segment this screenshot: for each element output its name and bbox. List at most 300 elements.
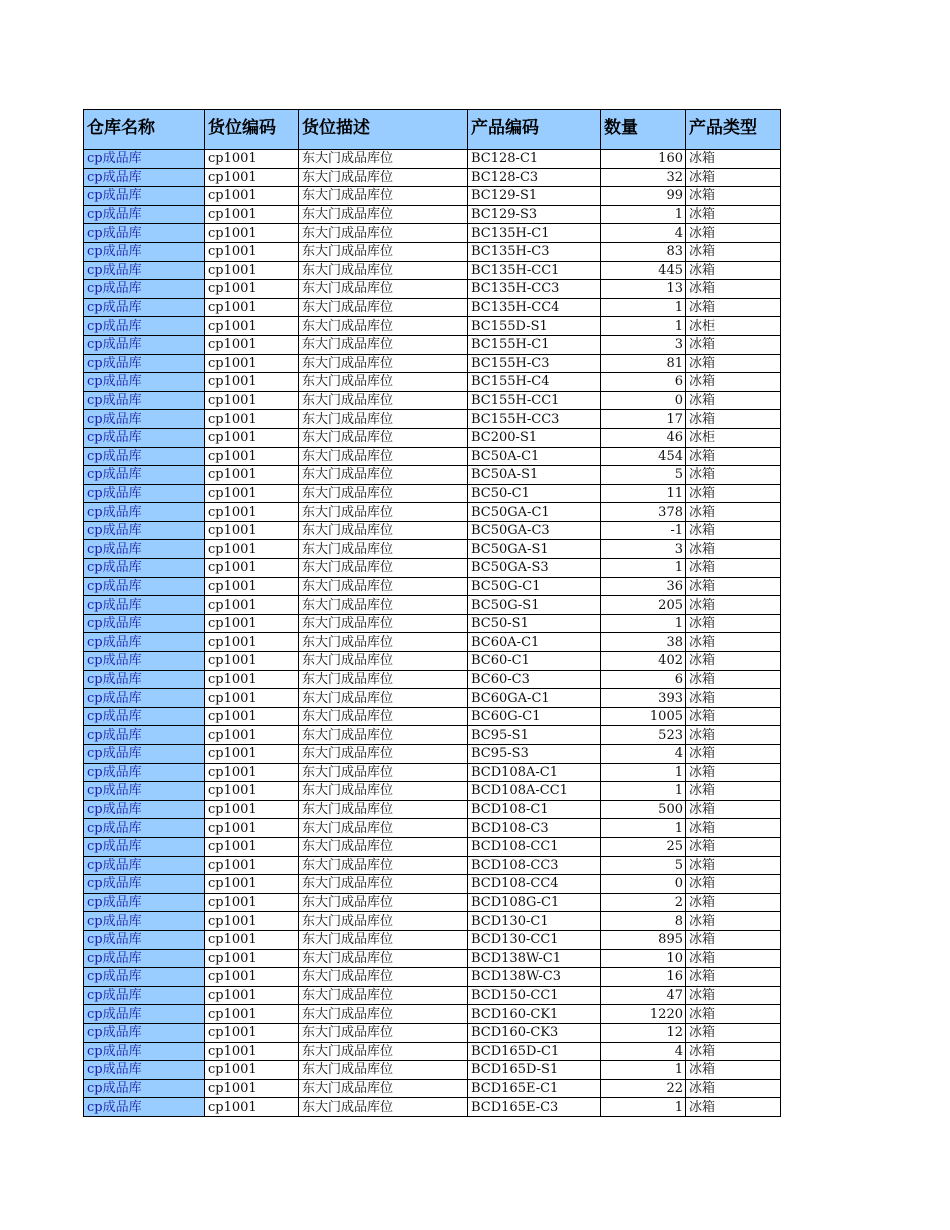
product-code-cell[interactable]: BC155H-CC3 <box>468 410 601 429</box>
location-code-cell[interactable]: cp1001 <box>205 745 299 764</box>
product-type-cell[interactable]: 冰柜 <box>686 317 781 336</box>
product-code-cell[interactable]: BC50G-C1 <box>468 577 601 596</box>
location-description-cell[interactable]: 东大门成品库位 <box>299 466 468 485</box>
location-code-cell[interactable]: cp1001 <box>205 670 299 689</box>
location-code-cell[interactable]: cp1001 <box>205 335 299 354</box>
product-code-cell[interactable]: BCD108-CC4 <box>468 875 601 894</box>
warehouse-name-cell[interactable]: cp成品库 <box>84 280 205 299</box>
warehouse-name-cell[interactable]: cp成品库 <box>84 837 205 856</box>
product-type-cell[interactable]: 冰箱 <box>686 930 781 949</box>
product-code-cell[interactable]: BCD108A-C1 <box>468 763 601 782</box>
location-code-cell[interactable]: cp1001 <box>205 1005 299 1024</box>
product-code-cell[interactable]: BCD108-CC1 <box>468 837 601 856</box>
warehouse-name-cell[interactable]: cp成品库 <box>84 410 205 429</box>
quantity-cell[interactable]: 11 <box>601 484 686 503</box>
quantity-cell[interactable]: 12 <box>601 1023 686 1042</box>
product-type-cell[interactable]: 冰箱 <box>686 298 781 317</box>
quantity-cell[interactable]: 4 <box>601 1042 686 1061</box>
warehouse-name-cell[interactable]: cp成品库 <box>84 968 205 987</box>
warehouse-name-cell[interactable]: cp成品库 <box>84 930 205 949</box>
product-type-cell[interactable]: 冰箱 <box>686 280 781 299</box>
location-description-cell[interactable]: 东大门成品库位 <box>299 893 468 912</box>
product-code-cell[interactable]: BCD138W-C3 <box>468 968 601 987</box>
product-code-cell[interactable]: BC135H-CC3 <box>468 280 601 299</box>
location-description-cell[interactable]: 东大门成品库位 <box>299 354 468 373</box>
product-type-cell[interactable]: 冰箱 <box>686 484 781 503</box>
product-code-cell[interactable]: BC50G-S1 <box>468 596 601 615</box>
quantity-cell[interactable]: 4 <box>601 224 686 243</box>
product-code-cell[interactable]: BC155D-S1 <box>468 317 601 336</box>
location-description-cell[interactable]: 东大门成品库位 <box>299 837 468 856</box>
location-code-cell[interactable]: cp1001 <box>205 187 299 206</box>
location-description-cell[interactable]: 东大门成品库位 <box>299 968 468 987</box>
product-code-cell[interactable]: BCD165E-C1 <box>468 1079 601 1098</box>
warehouse-name-cell[interactable]: cp成品库 <box>84 242 205 261</box>
quantity-cell[interactable]: 38 <box>601 633 686 652</box>
location-description-cell[interactable]: 东大门成品库位 <box>299 187 468 206</box>
location-code-cell[interactable]: cp1001 <box>205 949 299 968</box>
product-code-cell[interactable]: BCD108A-CC1 <box>468 782 601 801</box>
warehouse-name-cell[interactable]: cp成品库 <box>84 1079 205 1098</box>
warehouse-name-cell[interactable]: cp成品库 <box>84 949 205 968</box>
warehouse-name-cell[interactable]: cp成品库 <box>84 596 205 615</box>
product-code-cell[interactable]: BC50GA-S3 <box>468 559 601 578</box>
warehouse-name-cell[interactable]: cp成品库 <box>84 986 205 1005</box>
location-description-cell[interactable]: 东大门成品库位 <box>299 670 468 689</box>
location-code-cell[interactable]: cp1001 <box>205 150 299 169</box>
location-code-cell[interactable]: cp1001 <box>205 614 299 633</box>
product-type-cell[interactable]: 冰箱 <box>686 670 781 689</box>
quantity-cell[interactable]: 1 <box>601 614 686 633</box>
quantity-cell[interactable]: 6 <box>601 373 686 392</box>
location-description-cell[interactable]: 东大门成品库位 <box>299 875 468 894</box>
quantity-cell[interactable]: 36 <box>601 577 686 596</box>
product-code-cell[interactable]: BC155H-C1 <box>468 335 601 354</box>
location-code-cell[interactable]: cp1001 <box>205 410 299 429</box>
product-type-cell[interactable]: 冰箱 <box>686 559 781 578</box>
location-code-cell[interactable]: cp1001 <box>205 317 299 336</box>
location-description-cell[interactable]: 东大门成品库位 <box>299 280 468 299</box>
location-description-cell[interactable]: 东大门成品库位 <box>299 373 468 392</box>
quantity-cell[interactable]: 5 <box>601 856 686 875</box>
product-type-cell[interactable]: 冰箱 <box>686 856 781 875</box>
product-code-cell[interactable]: BC200-S1 <box>468 428 601 447</box>
warehouse-name-cell[interactable]: cp成品库 <box>84 1061 205 1080</box>
product-type-cell[interactable]: 冰箱 <box>686 689 781 708</box>
product-code-cell[interactable]: BCD108-CC3 <box>468 856 601 875</box>
quantity-cell[interactable]: 1 <box>601 819 686 838</box>
product-code-cell[interactable]: BC135H-C1 <box>468 224 601 243</box>
quantity-cell[interactable]: 2 <box>601 893 686 912</box>
warehouse-name-cell[interactable]: cp成品库 <box>84 819 205 838</box>
warehouse-name-cell[interactable]: cp成品库 <box>84 224 205 243</box>
warehouse-name-cell[interactable]: cp成品库 <box>84 1042 205 1061</box>
warehouse-name-cell[interactable]: cp成品库 <box>84 1023 205 1042</box>
product-type-cell[interactable]: 冰箱 <box>686 373 781 392</box>
quantity-cell[interactable]: 402 <box>601 652 686 671</box>
warehouse-name-cell[interactable]: cp成品库 <box>84 912 205 931</box>
product-type-cell[interactable]: 冰箱 <box>686 540 781 559</box>
warehouse-name-cell[interactable]: cp成品库 <box>84 261 205 280</box>
location-code-cell[interactable]: cp1001 <box>205 856 299 875</box>
product-type-cell[interactable]: 冰箱 <box>686 968 781 987</box>
location-description-cell[interactable]: 东大门成品库位 <box>299 1023 468 1042</box>
location-code-cell[interactable]: cp1001 <box>205 652 299 671</box>
warehouse-name-cell[interactable]: cp成品库 <box>84 875 205 894</box>
location-code-cell[interactable]: cp1001 <box>205 1061 299 1080</box>
location-code-cell[interactable]: cp1001 <box>205 893 299 912</box>
quantity-cell[interactable]: 4 <box>601 745 686 764</box>
product-code-cell[interactable]: BC129-S1 <box>468 187 601 206</box>
quantity-cell[interactable]: 1 <box>601 782 686 801</box>
quantity-cell[interactable]: 32 <box>601 168 686 187</box>
location-code-cell[interactable]: cp1001 <box>205 540 299 559</box>
location-code-cell[interactable]: cp1001 <box>205 837 299 856</box>
warehouse-name-cell[interactable]: cp成品库 <box>84 354 205 373</box>
quantity-cell[interactable]: 454 <box>601 447 686 466</box>
location-code-cell[interactable]: cp1001 <box>205 577 299 596</box>
product-code-cell[interactable]: BCD130-CC1 <box>468 930 601 949</box>
quantity-cell[interactable]: 1 <box>601 1098 686 1117</box>
warehouse-name-cell[interactable]: cp成品库 <box>84 205 205 224</box>
product-code-cell[interactable]: BC60G-C1 <box>468 707 601 726</box>
product-type-cell[interactable]: 冰箱 <box>686 1023 781 1042</box>
product-code-cell[interactable]: BC135H-CC4 <box>468 298 601 317</box>
product-type-cell[interactable]: 冰箱 <box>686 577 781 596</box>
location-code-cell[interactable]: cp1001 <box>205 261 299 280</box>
location-description-cell[interactable]: 东大门成品库位 <box>299 428 468 447</box>
product-code-cell[interactable]: BC60GA-C1 <box>468 689 601 708</box>
quantity-cell[interactable]: 523 <box>601 726 686 745</box>
product-type-cell[interactable]: 冰箱 <box>686 447 781 466</box>
quantity-cell[interactable]: 1 <box>601 205 686 224</box>
quantity-cell[interactable]: 46 <box>601 428 686 447</box>
product-code-cell[interactable]: BCD108-C3 <box>468 819 601 838</box>
quantity-cell[interactable]: -1 <box>601 521 686 540</box>
location-description-cell[interactable]: 东大门成品库位 <box>299 763 468 782</box>
product-type-cell[interactable]: 冰箱 <box>686 837 781 856</box>
quantity-cell[interactable]: 1 <box>601 559 686 578</box>
location-description-cell[interactable]: 东大门成品库位 <box>299 1079 468 1098</box>
product-type-cell[interactable]: 冰柜 <box>686 428 781 447</box>
product-code-cell[interactable]: BCD150-CC1 <box>468 986 601 1005</box>
location-description-cell[interactable]: 东大门成品库位 <box>299 930 468 949</box>
location-description-cell[interactable]: 东大门成品库位 <box>299 391 468 410</box>
product-code-cell[interactable]: BC135H-CC1 <box>468 261 601 280</box>
location-description-cell[interactable]: 东大门成品库位 <box>299 856 468 875</box>
product-type-cell[interactable]: 冰箱 <box>686 1079 781 1098</box>
location-description-cell[interactable]: 东大门成品库位 <box>299 689 468 708</box>
product-code-cell[interactable]: BC60-C3 <box>468 670 601 689</box>
product-type-cell[interactable]: 冰箱 <box>686 1098 781 1117</box>
quantity-cell[interactable]: 445 <box>601 261 686 280</box>
warehouse-name-cell[interactable]: cp成品库 <box>84 317 205 336</box>
product-code-cell[interactable]: BC155H-CC1 <box>468 391 601 410</box>
product-code-cell[interactable]: BC155H-C3 <box>468 354 601 373</box>
location-description-cell[interactable]: 东大门成品库位 <box>299 447 468 466</box>
location-code-cell[interactable]: cp1001 <box>205 1023 299 1042</box>
product-code-cell[interactable]: BC129-S3 <box>468 205 601 224</box>
location-code-cell[interactable]: cp1001 <box>205 168 299 187</box>
product-type-cell[interactable]: 冰箱 <box>686 521 781 540</box>
location-code-cell[interactable]: cp1001 <box>205 521 299 540</box>
product-type-cell[interactable]: 冰箱 <box>686 745 781 764</box>
warehouse-name-cell[interactable]: cp成品库 <box>84 689 205 708</box>
warehouse-name-cell[interactable]: cp成品库 <box>84 391 205 410</box>
quantity-cell[interactable]: 10 <box>601 949 686 968</box>
product-type-cell[interactable]: 冰箱 <box>686 354 781 373</box>
warehouse-name-cell[interactable]: cp成品库 <box>84 503 205 522</box>
quantity-cell[interactable]: 0 <box>601 875 686 894</box>
warehouse-name-cell[interactable]: cp成品库 <box>84 168 205 187</box>
warehouse-name-cell[interactable]: cp成品库 <box>84 540 205 559</box>
location-code-cell[interactable]: cp1001 <box>205 1098 299 1117</box>
location-description-cell[interactable]: 东大门成品库位 <box>299 596 468 615</box>
product-type-cell[interactable]: 冰箱 <box>686 205 781 224</box>
product-code-cell[interactable]: BC155H-C4 <box>468 373 601 392</box>
location-code-cell[interactable]: cp1001 <box>205 968 299 987</box>
location-description-cell[interactable]: 东大门成品库位 <box>299 503 468 522</box>
quantity-cell[interactable]: 17 <box>601 410 686 429</box>
quantity-cell[interactable]: 8 <box>601 912 686 931</box>
quantity-cell[interactable]: 13 <box>601 280 686 299</box>
product-type-cell[interactable]: 冰箱 <box>686 633 781 652</box>
warehouse-name-cell[interactable]: cp成品库 <box>84 856 205 875</box>
quantity-cell[interactable]: 895 <box>601 930 686 949</box>
location-description-cell[interactable]: 东大门成品库位 <box>299 521 468 540</box>
product-type-cell[interactable]: 冰箱 <box>686 800 781 819</box>
location-description-cell[interactable]: 东大门成品库位 <box>299 745 468 764</box>
product-code-cell[interactable]: BCD165D-S1 <box>468 1061 601 1080</box>
warehouse-name-cell[interactable]: cp成品库 <box>84 614 205 633</box>
location-description-cell[interactable]: 东大门成品库位 <box>299 224 468 243</box>
location-description-cell[interactable]: 东大门成品库位 <box>299 614 468 633</box>
location-description-cell[interactable]: 东大门成品库位 <box>299 707 468 726</box>
product-code-cell[interactable]: BCD165E-C3 <box>468 1098 601 1117</box>
quantity-cell[interactable]: 1 <box>601 317 686 336</box>
warehouse-name-cell[interactable]: cp成品库 <box>84 800 205 819</box>
product-type-cell[interactable]: 冰箱 <box>686 875 781 894</box>
warehouse-name-cell[interactable]: cp成品库 <box>84 150 205 169</box>
quantity-cell[interactable]: 81 <box>601 354 686 373</box>
location-code-cell[interactable]: cp1001 <box>205 633 299 652</box>
product-type-cell[interactable]: 冰箱 <box>686 391 781 410</box>
location-code-cell[interactable]: cp1001 <box>205 242 299 261</box>
quantity-cell[interactable]: 47 <box>601 986 686 1005</box>
product-code-cell[interactable]: BC50A-C1 <box>468 447 601 466</box>
location-description-cell[interactable]: 东大门成品库位 <box>299 559 468 578</box>
location-description-cell[interactable]: 东大门成品库位 <box>299 652 468 671</box>
location-code-cell[interactable]: cp1001 <box>205 930 299 949</box>
location-code-cell[interactable]: cp1001 <box>205 280 299 299</box>
location-code-cell[interactable]: cp1001 <box>205 503 299 522</box>
product-type-cell[interactable]: 冰箱 <box>686 335 781 354</box>
location-description-cell[interactable]: 东大门成品库位 <box>299 912 468 931</box>
location-description-cell[interactable]: 东大门成品库位 <box>299 298 468 317</box>
product-code-cell[interactable]: BCD130-C1 <box>468 912 601 931</box>
location-code-cell[interactable]: cp1001 <box>205 354 299 373</box>
location-description-cell[interactable]: 东大门成品库位 <box>299 205 468 224</box>
location-description-cell[interactable]: 东大门成品库位 <box>299 577 468 596</box>
quantity-cell[interactable]: 99 <box>601 187 686 206</box>
product-type-cell[interactable]: 冰箱 <box>686 782 781 801</box>
location-description-cell[interactable]: 东大门成品库位 <box>299 335 468 354</box>
warehouse-name-cell[interactable]: cp成品库 <box>84 298 205 317</box>
warehouse-name-cell[interactable]: cp成品库 <box>84 670 205 689</box>
location-description-cell[interactable]: 东大门成品库位 <box>299 168 468 187</box>
location-description-cell[interactable]: 东大门成品库位 <box>299 1061 468 1080</box>
quantity-cell[interactable]: 6 <box>601 670 686 689</box>
location-code-cell[interactable]: cp1001 <box>205 763 299 782</box>
product-code-cell[interactable]: BCD108G-C1 <box>468 893 601 912</box>
product-code-cell[interactable]: BC50A-S1 <box>468 466 601 485</box>
location-code-cell[interactable]: cp1001 <box>205 447 299 466</box>
location-code-cell[interactable]: cp1001 <box>205 1079 299 1098</box>
product-code-cell[interactable]: BC95-S1 <box>468 726 601 745</box>
location-description-cell[interactable]: 东大门成品库位 <box>299 633 468 652</box>
location-code-cell[interactable]: cp1001 <box>205 205 299 224</box>
product-code-cell[interactable]: BCD160-CK1 <box>468 1005 601 1024</box>
product-code-cell[interactable]: BC50GA-S1 <box>468 540 601 559</box>
product-code-cell[interactable]: BC95-S3 <box>468 745 601 764</box>
quantity-cell[interactable]: 3 <box>601 540 686 559</box>
product-type-cell[interactable]: 冰箱 <box>686 652 781 671</box>
product-type-cell[interactable]: 冰箱 <box>686 763 781 782</box>
product-code-cell[interactable]: BC128-C1 <box>468 150 601 169</box>
product-type-cell[interactable]: 冰箱 <box>686 726 781 745</box>
product-type-cell[interactable]: 冰箱 <box>686 187 781 206</box>
warehouse-name-cell[interactable]: cp成品库 <box>84 1098 205 1117</box>
product-type-cell[interactable]: 冰箱 <box>686 150 781 169</box>
product-code-cell[interactable]: BCD138W-C1 <box>468 949 601 968</box>
location-code-cell[interactable]: cp1001 <box>205 689 299 708</box>
location-code-cell[interactable]: cp1001 <box>205 1042 299 1061</box>
warehouse-name-cell[interactable]: cp成品库 <box>84 187 205 206</box>
warehouse-name-cell[interactable]: cp成品库 <box>84 652 205 671</box>
location-description-cell[interactable]: 东大门成品库位 <box>299 986 468 1005</box>
quantity-cell[interactable]: 160 <box>601 150 686 169</box>
product-code-cell[interactable]: BC60-C1 <box>468 652 601 671</box>
quantity-cell[interactable]: 3 <box>601 335 686 354</box>
warehouse-name-cell[interactable]: cp成品库 <box>84 521 205 540</box>
location-description-cell[interactable]: 东大门成品库位 <box>299 819 468 838</box>
quantity-cell[interactable]: 1005 <box>601 707 686 726</box>
warehouse-name-cell[interactable]: cp成品库 <box>84 466 205 485</box>
product-type-cell[interactable]: 冰箱 <box>686 912 781 931</box>
warehouse-name-cell[interactable]: cp成品库 <box>84 373 205 392</box>
location-code-cell[interactable]: cp1001 <box>205 428 299 447</box>
location-code-cell[interactable]: cp1001 <box>205 466 299 485</box>
product-code-cell[interactable]: BC50GA-C3 <box>468 521 601 540</box>
location-description-cell[interactable]: 东大门成品库位 <box>299 242 468 261</box>
location-code-cell[interactable]: cp1001 <box>205 596 299 615</box>
location-code-cell[interactable]: cp1001 <box>205 373 299 392</box>
product-type-cell[interactable]: 冰箱 <box>686 707 781 726</box>
quantity-cell[interactable]: 1 <box>601 298 686 317</box>
product-type-cell[interactable]: 冰箱 <box>686 893 781 912</box>
product-type-cell[interactable]: 冰箱 <box>686 503 781 522</box>
location-description-cell[interactable]: 东大门成品库位 <box>299 150 468 169</box>
location-code-cell[interactable]: cp1001 <box>205 298 299 317</box>
location-description-cell[interactable]: 东大门成品库位 <box>299 410 468 429</box>
warehouse-name-cell[interactable]: cp成品库 <box>84 577 205 596</box>
product-type-cell[interactable]: 冰箱 <box>686 949 781 968</box>
product-code-cell[interactable]: BC50-C1 <box>468 484 601 503</box>
location-description-cell[interactable]: 东大门成品库位 <box>299 782 468 801</box>
location-code-cell[interactable]: cp1001 <box>205 912 299 931</box>
warehouse-name-cell[interactable]: cp成品库 <box>84 1005 205 1024</box>
product-code-cell[interactable]: BC135H-C3 <box>468 242 601 261</box>
quantity-cell[interactable]: 378 <box>601 503 686 522</box>
product-type-cell[interactable]: 冰箱 <box>686 466 781 485</box>
warehouse-name-cell[interactable]: cp成品库 <box>84 782 205 801</box>
location-code-cell[interactable]: cp1001 <box>205 484 299 503</box>
location-description-cell[interactable]: 东大门成品库位 <box>299 540 468 559</box>
product-code-cell[interactable]: BCD160-CK3 <box>468 1023 601 1042</box>
location-description-cell[interactable]: 东大门成品库位 <box>299 949 468 968</box>
location-description-cell[interactable]: 东大门成品库位 <box>299 484 468 503</box>
warehouse-name-cell[interactable]: cp成品库 <box>84 447 205 466</box>
quantity-cell[interactable]: 83 <box>601 242 686 261</box>
quantity-cell[interactable]: 25 <box>601 837 686 856</box>
product-type-cell[interactable]: 冰箱 <box>686 986 781 1005</box>
location-description-cell[interactable]: 东大门成品库位 <box>299 1042 468 1061</box>
product-code-cell[interactable]: BCD108-C1 <box>468 800 601 819</box>
location-description-cell[interactable]: 东大门成品库位 <box>299 261 468 280</box>
location-description-cell[interactable]: 东大门成品库位 <box>299 1005 468 1024</box>
quantity-cell[interactable]: 1 <box>601 763 686 782</box>
product-type-cell[interactable]: 冰箱 <box>686 224 781 243</box>
location-description-cell[interactable]: 东大门成品库位 <box>299 726 468 745</box>
location-description-cell[interactable]: 东大门成品库位 <box>299 1098 468 1117</box>
location-code-cell[interactable]: cp1001 <box>205 819 299 838</box>
product-type-cell[interactable]: 冰箱 <box>686 242 781 261</box>
product-type-cell[interactable]: 冰箱 <box>686 261 781 280</box>
product-type-cell[interactable]: 冰箱 <box>686 614 781 633</box>
product-type-cell[interactable]: 冰箱 <box>686 1042 781 1061</box>
product-type-cell[interactable]: 冰箱 <box>686 1005 781 1024</box>
warehouse-name-cell[interactable]: cp成品库 <box>84 428 205 447</box>
warehouse-name-cell[interactable]: cp成品库 <box>84 893 205 912</box>
quantity-cell[interactable]: 0 <box>601 391 686 410</box>
quantity-cell[interactable]: 205 <box>601 596 686 615</box>
quantity-cell[interactable]: 5 <box>601 466 686 485</box>
product-type-cell[interactable]: 冰箱 <box>686 410 781 429</box>
product-type-cell[interactable]: 冰箱 <box>686 596 781 615</box>
location-code-cell[interactable]: cp1001 <box>205 726 299 745</box>
product-code-cell[interactable]: BC60A-C1 <box>468 633 601 652</box>
warehouse-name-cell[interactable]: cp成品库 <box>84 633 205 652</box>
warehouse-name-cell[interactable]: cp成品库 <box>84 484 205 503</box>
quantity-cell[interactable]: 16 <box>601 968 686 987</box>
quantity-cell[interactable]: 393 <box>601 689 686 708</box>
location-code-cell[interactable]: cp1001 <box>205 559 299 578</box>
location-code-cell[interactable]: cp1001 <box>205 800 299 819</box>
warehouse-name-cell[interactable]: cp成品库 <box>84 745 205 764</box>
product-type-cell[interactable]: 冰箱 <box>686 819 781 838</box>
warehouse-name-cell[interactable]: cp成品库 <box>84 335 205 354</box>
quantity-cell[interactable]: 1 <box>601 1061 686 1080</box>
product-code-cell[interactable]: BC50-S1 <box>468 614 601 633</box>
location-code-cell[interactable]: cp1001 <box>205 391 299 410</box>
product-code-cell[interactable]: BCD165D-C1 <box>468 1042 601 1061</box>
warehouse-name-cell[interactable]: cp成品库 <box>84 763 205 782</box>
product-code-cell[interactable]: BC50GA-C1 <box>468 503 601 522</box>
warehouse-name-cell[interactable]: cp成品库 <box>84 559 205 578</box>
location-code-cell[interactable]: cp1001 <box>205 986 299 1005</box>
location-code-cell[interactable]: cp1001 <box>205 875 299 894</box>
quantity-cell[interactable]: 1220 <box>601 1005 686 1024</box>
